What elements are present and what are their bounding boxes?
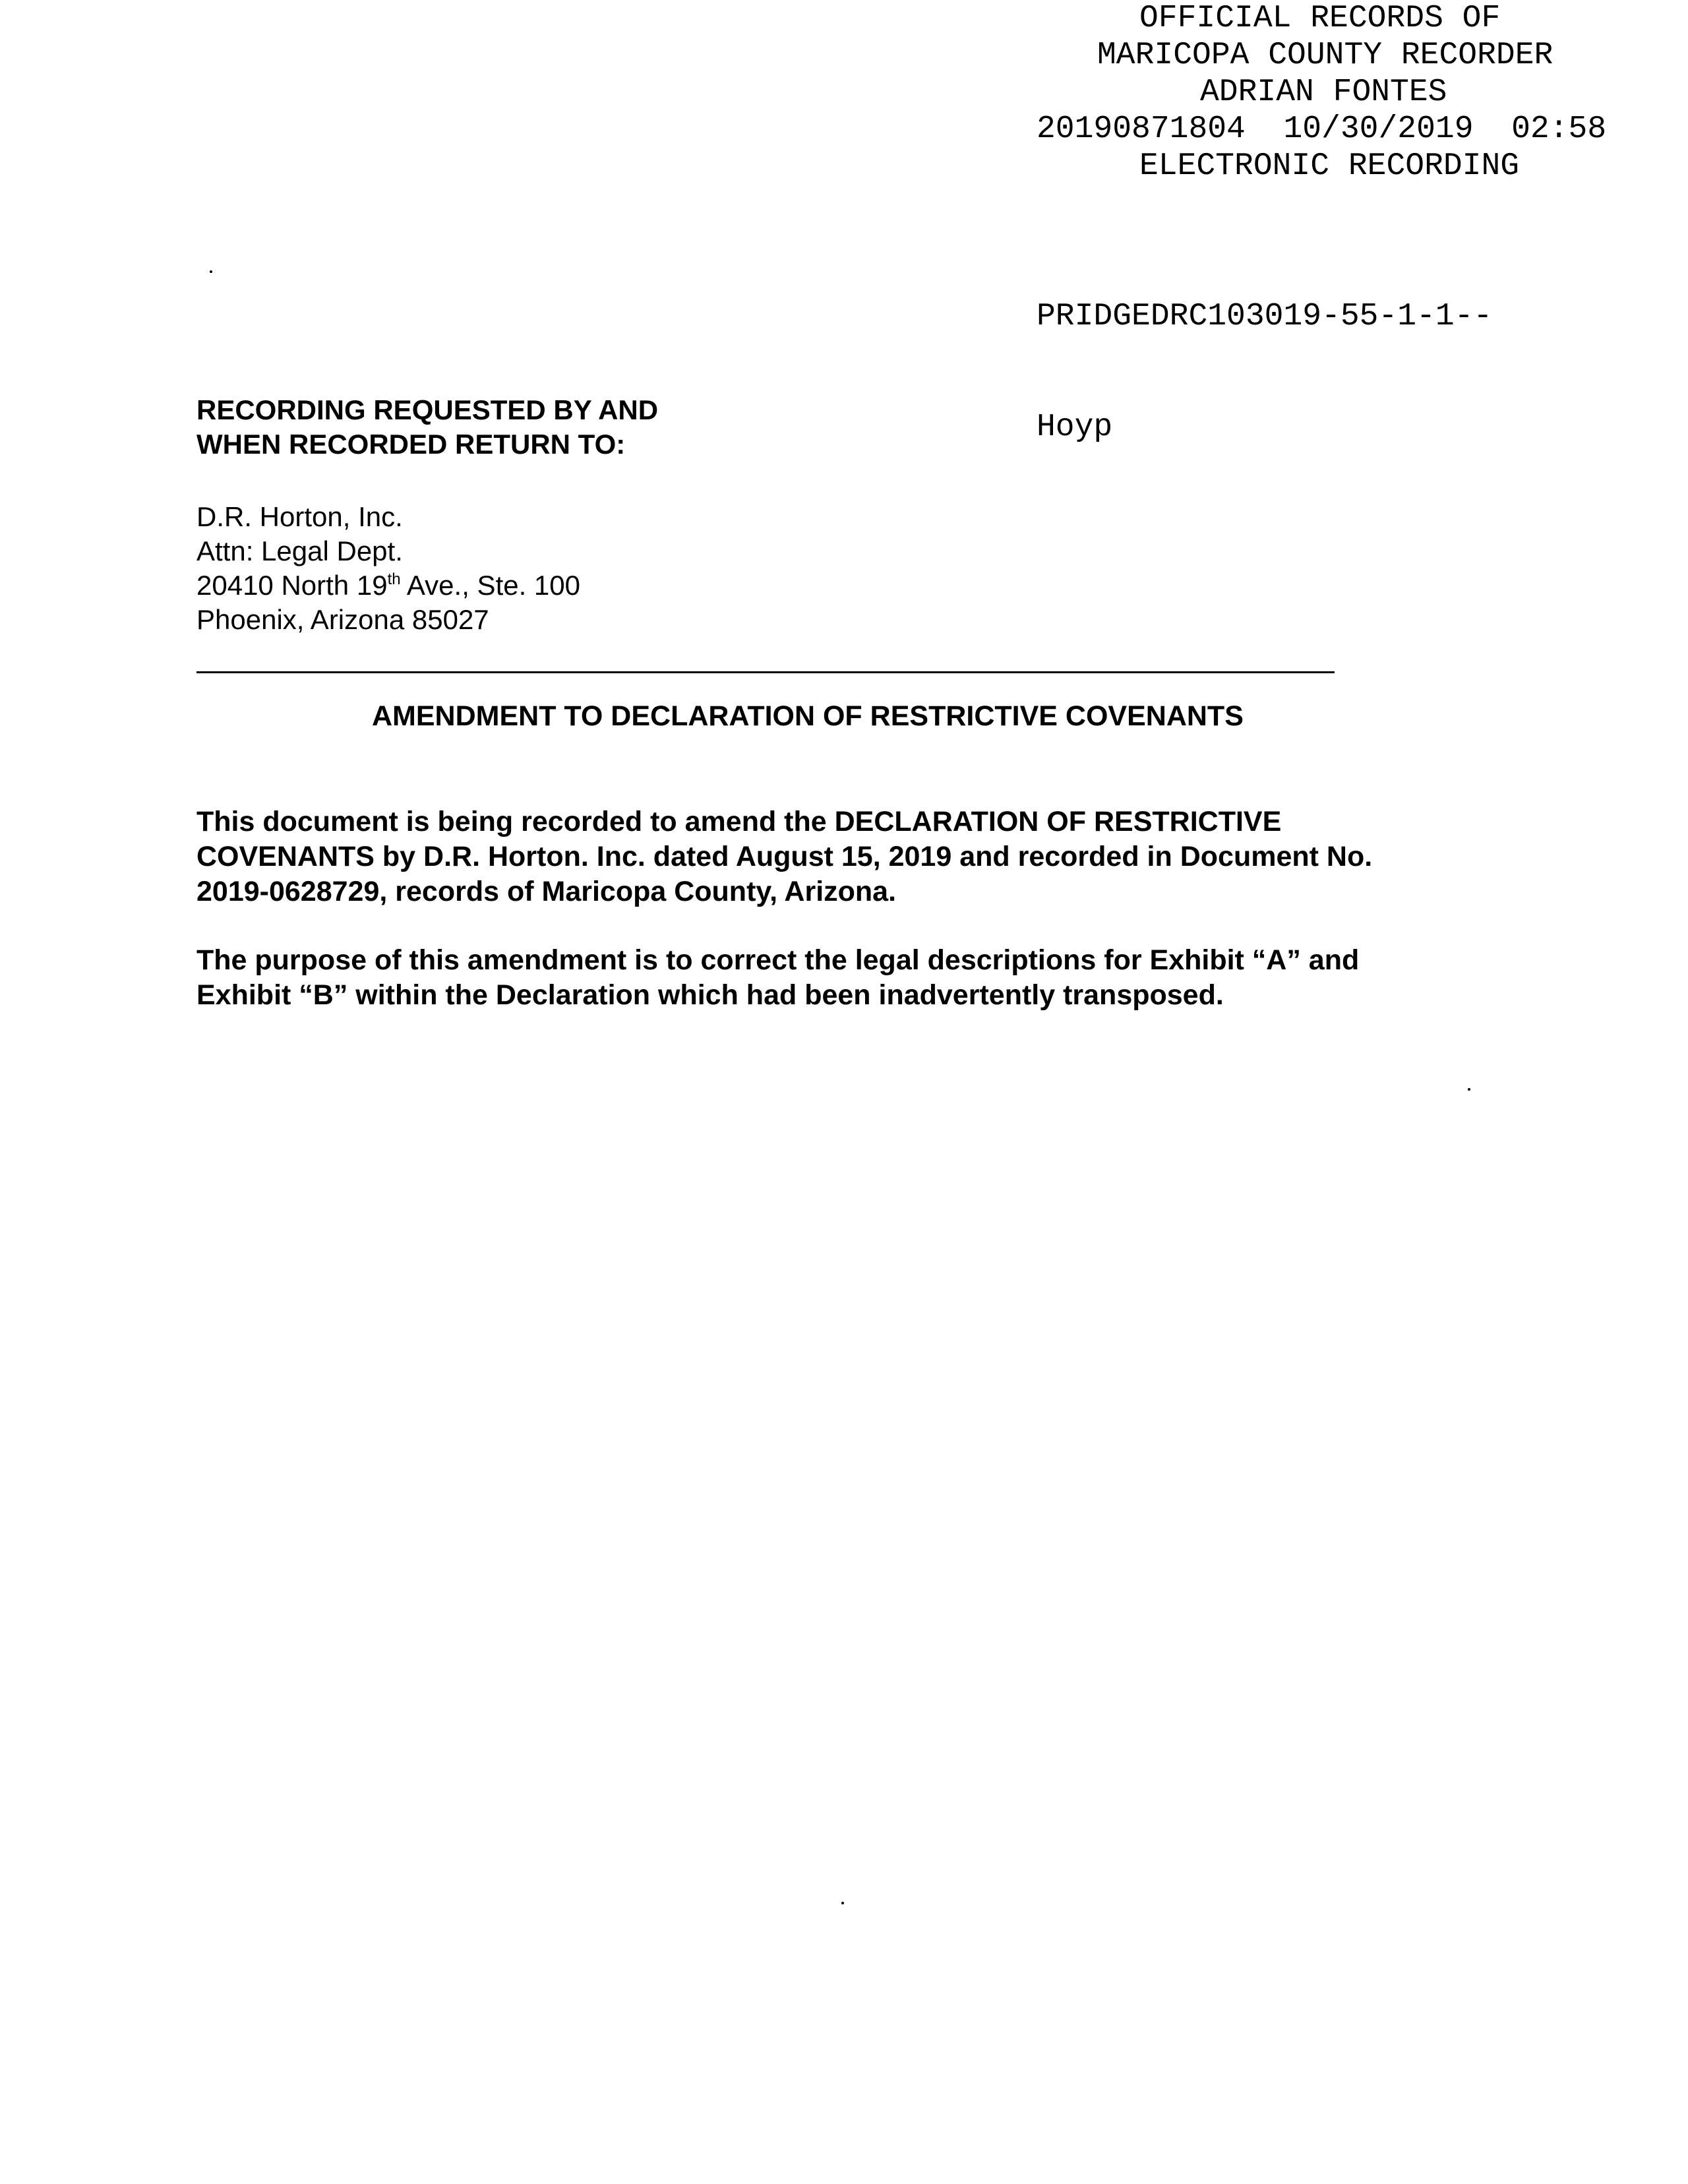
address-street-prefix: 20410 North 19	[196, 570, 388, 601]
scan-speck	[841, 1902, 844, 1904]
paragraph2-line2: Exhibit “B” within the Declaration which had been inadvertently transposed.	[196, 979, 1224, 1011]
paragraph1-line3: 2019-0628729, records of Maricopa County, Arizona.	[196, 876, 897, 907]
document-title: AMENDMENT TO DECLARATION OF RESTRICTIVE COVENANTS	[372, 700, 1244, 732]
recording-reference-code: PRIDGEDRC103019-55-1-1--	[1037, 299, 1493, 334]
stamp-line-electronic-recording: ELECTRONIC RECORDING	[1139, 148, 1520, 184]
recording-reference-suffix: Hoyp	[1037, 410, 1113, 445]
address-attention: Attn: Legal Dept.	[196, 535, 403, 566]
recording-reference	[1037, 224, 1492, 520]
scan-speck	[1468, 1088, 1470, 1091]
paragraph1-line1: This document is being recorded to amend the DECLARATION OF RESTRICTIVE	[196, 806, 1282, 837]
stamp-line-record-number-date: 20190871804 10/30/2019 02:58	[1037, 111, 1607, 147]
return-heading-line2: WHEN RECORDED RETURN TO:	[196, 429, 626, 460]
paragraph-recording-purpose	[196, 804, 1489, 909]
horizontal-rule	[196, 671, 1335, 673]
address-street-suffix: Ave., Ste. 100	[400, 570, 581, 601]
stamp-line-county-recorder: MARICOPA COUNTY RECORDER	[1097, 38, 1553, 73]
paragraph1-line2: COVENANTS by D.R. Horton. Inc. dated August 15, 2019 and recorded in Document No.	[196, 841, 1373, 872]
paragraph2-line1: The purpose of this amendment is to correct the legal descriptions for Exhibit “A” and	[196, 944, 1360, 976]
paragraph-amendment-purpose	[196, 943, 1489, 1013]
scan-speck	[210, 270, 212, 273]
address-city-state-zip: Phoenix, Arizona 85027	[196, 604, 489, 635]
stamp-line-official-records: OFFICIAL RECORDS OF	[1139, 1, 1501, 36]
recorder-stamp	[1037, 0, 1670, 185]
return-address	[196, 500, 580, 637]
address-street	[196, 568, 580, 603]
return-to-heading	[196, 393, 658, 462]
stamp-line-recorder-name: ADRIAN FONTES	[1200, 75, 1447, 110]
address-street-superscript: th	[387, 570, 401, 588]
return-heading-line1: RECORDING REQUESTED BY AND	[196, 394, 659, 425]
address-company: D.R. Horton, Inc.	[196, 501, 403, 532]
